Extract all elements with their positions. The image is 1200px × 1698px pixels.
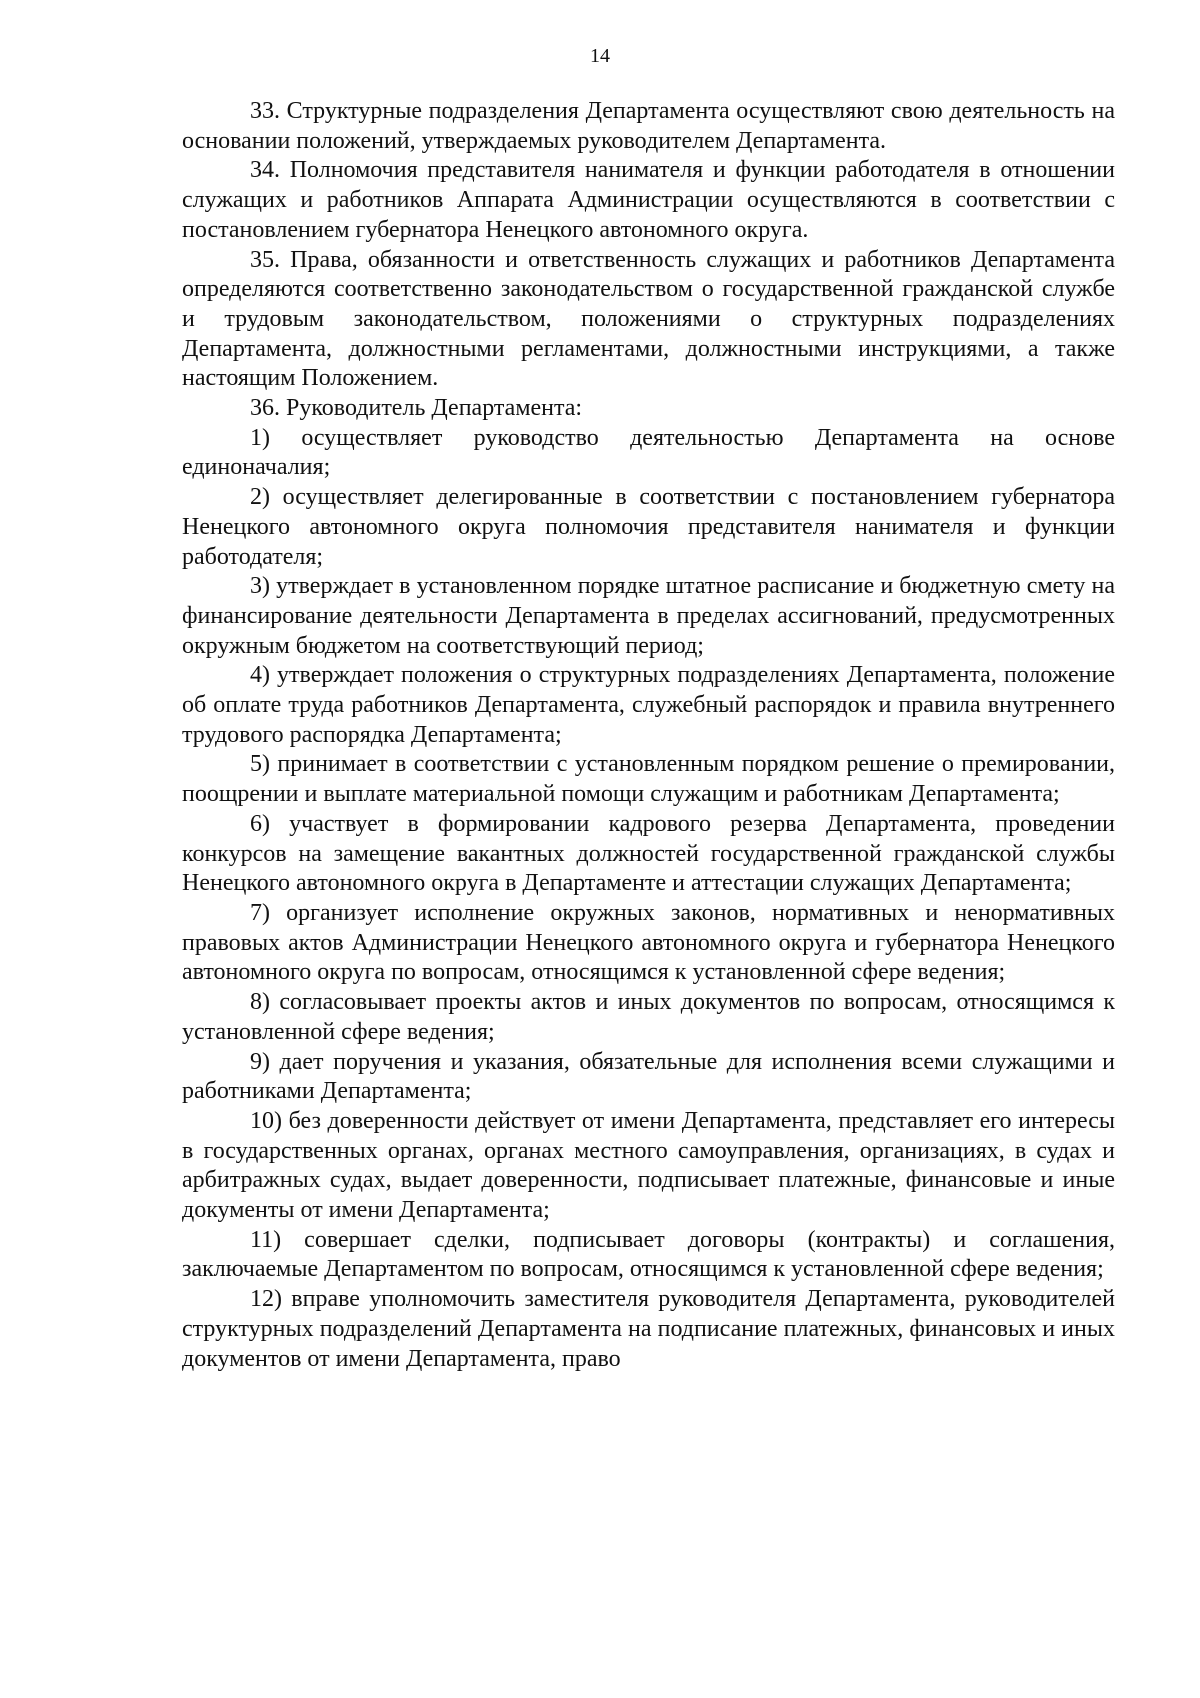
list-item-4: 4) утверждает положения о структурных подразделениях Департамента, положение об оплате труда работников Департамента, служебный распорядок и правила внутреннего трудового распорядка Департамента; (182, 662, 1115, 748)
list-item-6: 6) участвует в формировании кадрового резерва Департамента, проведении конкурсов на замещение вакантных должностей государственной гражданской службы Ненецкого автономного округа в Департаменте и аттестации служащих Департамента; (182, 810, 1115, 897)
list-item-11: 11) совершает сделки, подписывает договоры (контракты) и соглашения, заключаемые Департаментом по вопросам, относящимся к установленной сфере ведения; (182, 1226, 1115, 1283)
list-item-7: 7) организует исполнение окружных законов, нормативных и ненормативных правовых актов Администрации Ненецкого автономного округа и губернатора Ненецкого автономного округа по вопросам, относящимся к установленной сфере ведения; (182, 899, 1115, 986)
list-item-10: 10) без доверенности действует от имени Департамента, представляет его интересы в государственных органах, органах местного самоуправления, организациях, в судах и арбитражных судах, выдает доверенности, подписывает платежные, финансовые и иные документы от имени Департамента; (182, 1107, 1115, 1224)
list-item-3: 3) утверждает в установленном порядке штатное расписание и бюджетную смету на финансирование деятельности Департамента в пределах ассигнований, предусмотренных окружным бюджетом на соответствующий период; (182, 573, 1115, 659)
paragraph-33: 33. Структурные подразделения Департамента осуществляют свою деятельность на основании положений, утверждаемых руководителем Департамента. (182, 98, 1115, 154)
list-item-5: 5) принимает в соответствии с установленным порядком решение о премировании, поощрении и выплате материальной помощи служащим и работникам Департамента; (182, 751, 1115, 808)
paragraph-35: 35. Права, обязанности и ответственность служащих и работников Департамента определяются соответственно законодательством о государственной гражданской службе и трудовым законодательством, положениями о структурных подразделениях Департамента, должностными регламентами, должностными инструкциями, а также настоящим Положением. (182, 246, 1115, 392)
paragraph-36-heading: 36. Руководитель Департамента: (250, 395, 583, 422)
list-item-1: 1) осуществляет руководство деятельностью Департамента на основе единоначалия; (182, 424, 1115, 481)
list-item-2: 2) осуществляет делегированные в соответствии с постановлением губернатора Ненецкого автономного округа полномочия представителя нанимателя и функции работодателя; (182, 484, 1115, 570)
document-body (182, 97, 1115, 1374)
paragraph-34: 34. Полномочия представителя нанимателя и функции работодателя в отношении служащих и работников Аппарата Администрации осуществляются в соответствии с постановлением губернатора Ненецкого автономного округа. (182, 157, 1115, 243)
list-item-12: 12) вправе уполномочить заместителя руководителя Департамента, руководителей структурных подразделений Департамента на подписание платежных, финансовых и иных документов от имени Департамента, право (182, 1286, 1115, 1372)
page-number: 14 (590, 45, 610, 67)
list-item-8: 8) согласовывает проекты актов и иных документов по вопросам, относящимся к установленной сфере ведения; (182, 989, 1115, 1045)
list-item-9: 9) дает поручения и указания, обязательные для исполнения всеми служащими и работниками Департамента; (182, 1048, 1115, 1105)
